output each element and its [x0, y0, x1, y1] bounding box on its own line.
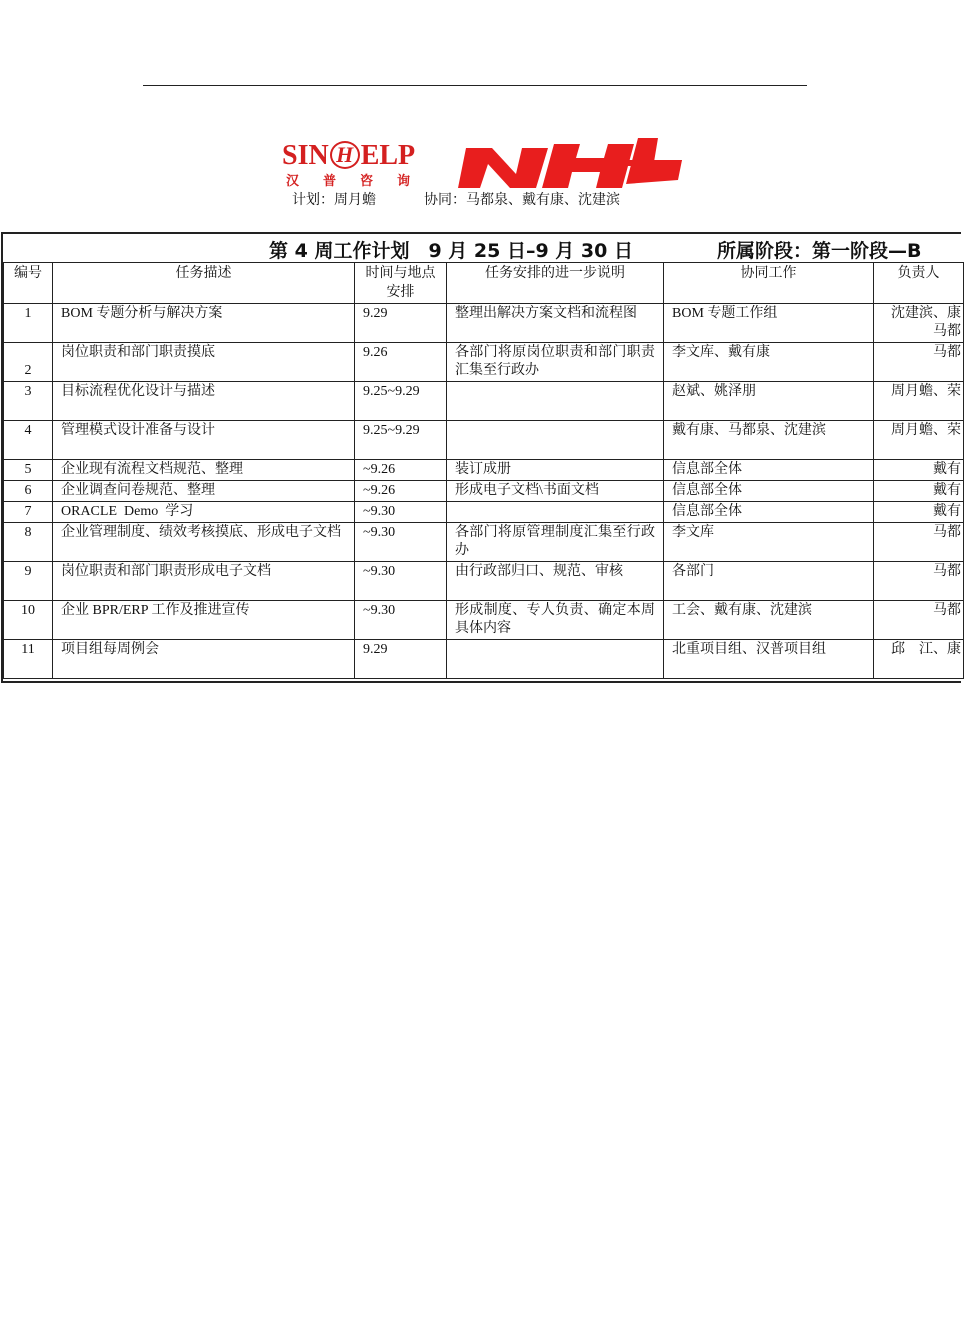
- table-row: [4, 481, 964, 502]
- row-time: ~9.26: [355, 460, 447, 481]
- table-row: [4, 343, 964, 382]
- week-plan-title: 第 4 周工作计划 9 月 25 日–9 月 30 日: [269, 240, 633, 262]
- row-task: 管理模式设计准备与设计: [53, 421, 355, 460]
- nhl-logo-mark-icon: [458, 134, 682, 190]
- row-collab: 信息部全体: [664, 460, 874, 481]
- row-time: ~9.26: [355, 481, 447, 502]
- header-owner: 负责人: [874, 263, 964, 304]
- row-note: 由行政部归口、规范、审核: [447, 562, 664, 601]
- row-task: 岗位职责和部门职责摸底: [53, 343, 355, 382]
- row-note: 形成电子文档\书面文档: [447, 481, 664, 502]
- row-num: 4: [4, 421, 53, 460]
- row-num: 2: [4, 343, 53, 382]
- row-collab: 信息部全体: [664, 502, 874, 523]
- header-num: 编号: [4, 263, 53, 304]
- logo-circled-h: H: [330, 141, 360, 169]
- row-num: 7: [4, 502, 53, 523]
- row-owner: 马都: [874, 562, 964, 601]
- table-row: [4, 460, 964, 481]
- row-note: 各部门将原管理制度汇集至行政办: [447, 523, 664, 562]
- row-time: 9.29: [355, 304, 447, 343]
- row-owner: 马都: [874, 343, 964, 382]
- plan-assignment-line: [292, 189, 620, 209]
- work-plan-table: [3, 262, 964, 679]
- sinhelp-logo: [282, 134, 682, 190]
- header-time: 时间与地点安排: [355, 263, 447, 304]
- row-task: BOM 专题分析与解决方案: [53, 304, 355, 343]
- table-row: [4, 562, 964, 601]
- table-row: [4, 502, 964, 523]
- row-owner: 戴有: [874, 502, 964, 523]
- row-time: 9.26: [355, 343, 447, 382]
- row-time: ~9.30: [355, 502, 447, 523]
- row-owner: 马都: [874, 601, 964, 640]
- header-note: 任务安排的进一步说明: [447, 263, 664, 304]
- row-owner: 戴有: [874, 460, 964, 481]
- header-task: 任务描述: [53, 263, 355, 304]
- collaborators-label: 协同：马都泉、戴有康、沈建滨: [424, 192, 620, 208]
- row-num: 10: [4, 601, 53, 640]
- row-time: 9.25~9.29: [355, 382, 447, 421]
- row-task: ORACLE Demo 学习: [53, 502, 355, 523]
- row-time: ~9.30: [355, 601, 447, 640]
- row-num: 8: [4, 523, 53, 562]
- row-time: ~9.30: [355, 523, 447, 562]
- stage-title: 所属阶段：第一阶段—B: [717, 240, 922, 262]
- row-note: 装订成册: [447, 460, 664, 481]
- row-collab: 李文库、戴有康: [664, 343, 874, 382]
- row-collab: 各部门: [664, 562, 874, 601]
- row-owner: 马都: [874, 523, 964, 562]
- row-task: 企业管理制度、绩效考核摸底、形成电子文档: [53, 523, 355, 562]
- row-note: 各部门将原岗位职责和部门职责汇集至行政办: [447, 343, 664, 382]
- row-owner: 周月蟾、荣: [874, 421, 964, 460]
- table-row: [4, 304, 964, 343]
- row-note: [447, 421, 664, 460]
- row-note: [447, 640, 664, 679]
- row-num: 6: [4, 481, 53, 502]
- row-note: [447, 502, 664, 523]
- row-task: 企业现有流程文档规范、整理: [53, 460, 355, 481]
- row-num: 1: [4, 304, 53, 343]
- table-row: [4, 601, 964, 640]
- row-note: [447, 382, 664, 421]
- row-owner: 沈建滨、康马都: [874, 304, 964, 343]
- row-num: 9: [4, 562, 53, 601]
- planner-label: 计划：周月蟾: [292, 192, 376, 208]
- table-row: [4, 421, 964, 460]
- header-collab: 协同工作: [664, 263, 874, 304]
- row-task: 企业 BPR/ERP 工作及推进宣传: [53, 601, 355, 640]
- table-row: [4, 523, 964, 562]
- row-owner: 邱 江、康: [874, 640, 964, 679]
- work-plan-frame: [1, 232, 961, 683]
- row-time: ~9.30: [355, 562, 447, 601]
- row-collab: 工会、戴有康、沈建滨: [664, 601, 874, 640]
- table-header-row: [4, 263, 964, 304]
- row-num: 11: [4, 640, 53, 679]
- row-task: 岗位职责和部门职责形成电子文档: [53, 562, 355, 601]
- row-time: 9.29: [355, 640, 447, 679]
- row-collab: 北重项目组、汉普项目组: [664, 640, 874, 679]
- row-collab: 李文库: [664, 523, 874, 562]
- table-row: [4, 382, 964, 421]
- row-task: 企业调查问卷规范、整理: [53, 481, 355, 502]
- row-collab: 信息部全体: [664, 481, 874, 502]
- logo-latin-text: SIN H ELP: [282, 140, 416, 171]
- row-collab: BOM 专题工作组: [664, 304, 874, 343]
- row-num: 3: [4, 382, 53, 421]
- row-collab: 赵斌、姚泽朋: [664, 382, 874, 421]
- row-task: 项目组每周例会: [53, 640, 355, 679]
- row-task: 目标流程优化设计与描述: [53, 382, 355, 421]
- header-rule: [143, 85, 807, 86]
- row-owner: 周月蟾、荣: [874, 382, 964, 421]
- row-owner: 戴有: [874, 481, 964, 502]
- row-note: 整理出解决方案文档和流程图: [447, 304, 664, 343]
- plan-title-row: [3, 234, 963, 262]
- table-row: [4, 640, 964, 679]
- logo-chinese-text: 汉普咨询: [286, 174, 435, 189]
- row-collab: 戴有康、马都泉、沈建滨: [664, 421, 874, 460]
- row-note: 形成制度、专人负责、确定本周具体内容: [447, 601, 664, 640]
- row-num: 5: [4, 460, 53, 481]
- row-time: 9.25~9.29: [355, 421, 447, 460]
